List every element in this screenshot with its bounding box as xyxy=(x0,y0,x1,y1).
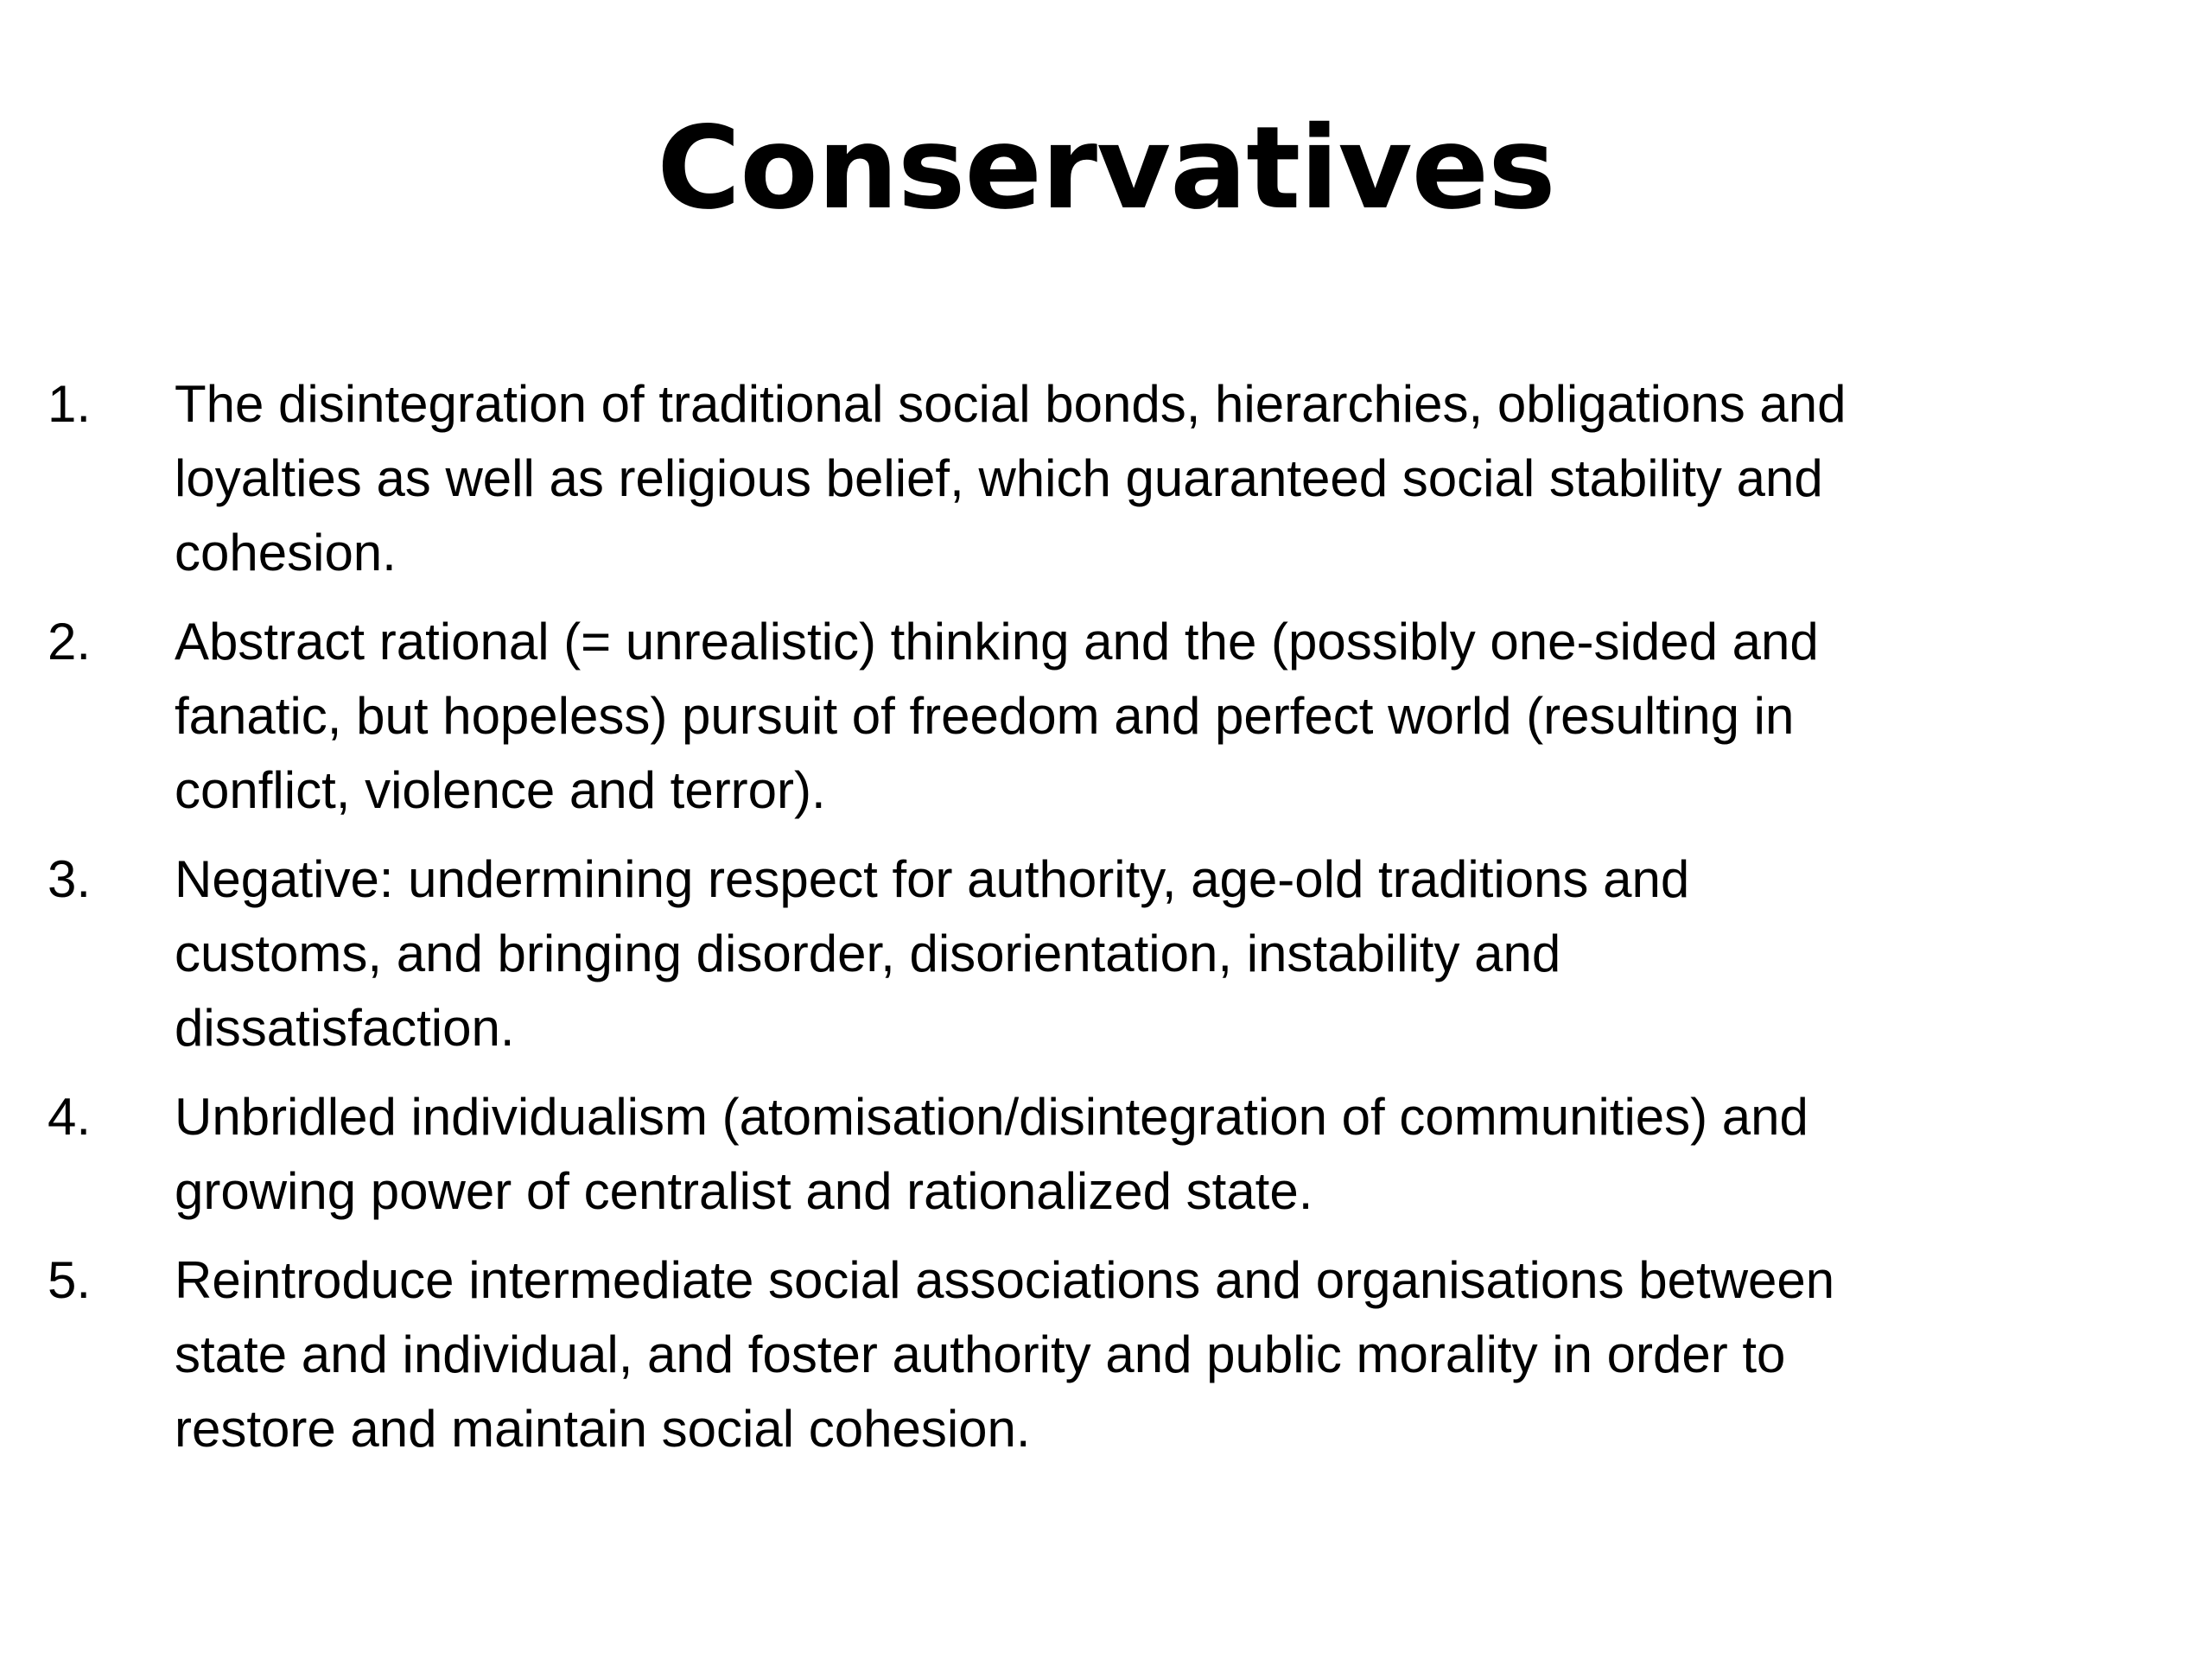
list-item-text: Abstract rational (= unrealistic) thinking and the (possibly one-sided and fanatic, but hopeless) pursuit of freedom and perfect world (resulting in conflict, violence and terror). xyxy=(175,613,1819,819)
list-item-number: 4. xyxy=(48,1088,92,1146)
list-item-text: Unbridled individualism (atomisation/disintegration of communities) and growing power of centralist and rationalized state. xyxy=(175,1088,1808,1220)
list-item xyxy=(48,1080,2156,1229)
slide-title: Conservatives xyxy=(657,102,1555,235)
list-item-text: The disintegration of traditional social bonds, hierarchies, obligations and loyalties as well as religious belief, which guaranteed social stability and cohesion. xyxy=(175,375,1847,582)
list-item xyxy=(48,605,2156,828)
list-item-number: 5. xyxy=(48,1251,92,1309)
list-item-number: 3. xyxy=(48,850,92,908)
list-item-text: Negative: undermining respect for authority, age-old traditions and customs, and bringing disorder, disorientation, instability and dissatisfaction. xyxy=(175,850,1690,1057)
list-item xyxy=(48,367,2156,590)
list-item-text: Reintroduce intermediate social associations and organisations between state and individual, and foster authority and public morality in order to restore and maintain social cohesion. xyxy=(175,1251,1835,1458)
list-item xyxy=(48,1243,2156,1466)
list-item-number: 2. xyxy=(48,613,92,671)
list-item xyxy=(48,842,2156,1065)
list-item-number: 1. xyxy=(48,375,92,433)
numbered-list xyxy=(48,367,2156,1481)
